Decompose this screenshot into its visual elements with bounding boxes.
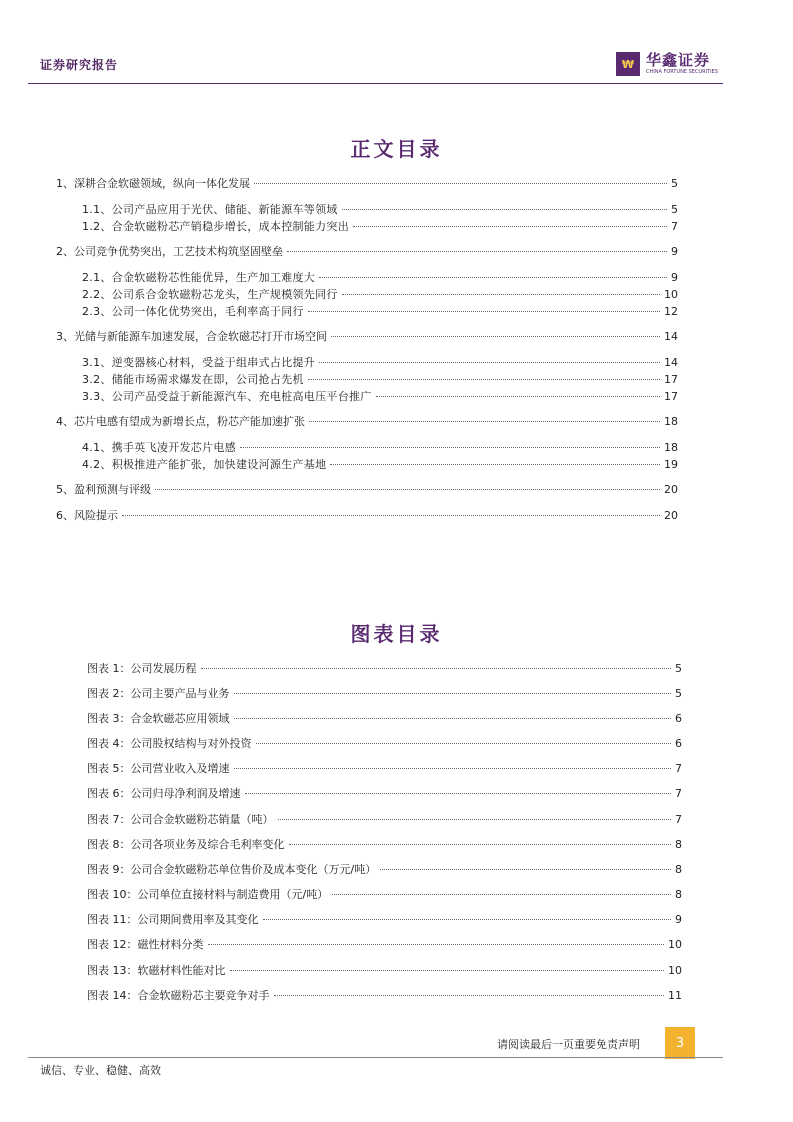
toc-entry[interactable]: 5、盈利预测与评级 20	[56, 483, 678, 496]
figure-entry[interactable]: 图表 14：合金软磁粉芯主要竞争对手 11	[87, 989, 682, 1002]
company-logo	[616, 50, 718, 78]
figure-entry[interactable]: 图表 1：公司发展历程 5	[87, 662, 682, 675]
figure-entry[interactable]: 图表 6：公司归母净利润及增速 7	[87, 787, 682, 800]
figure-entry[interactable]: 图表 9：公司合金软磁粉芯单位售价及成本变化（万元/吨） 8	[87, 863, 682, 876]
toc-entry[interactable]: 4、芯片电感有望成为新增长点，粉芯产能加速扩张 18	[56, 415, 678, 428]
figure-list-title: 图表目录	[350, 622, 443, 646]
toc-title: 正文目录	[350, 137, 443, 161]
figure-entry[interactable]: 图表 11：公司期间费用率及其变化 9	[87, 913, 682, 926]
footer-divider	[28, 1057, 723, 1058]
figure-entry[interactable]: 图表 2：公司主要产品与业务 5	[87, 687, 682, 700]
toc-entry[interactable]: 2.3、公司一体化优势突出，毛利率高于同行 12	[82, 305, 678, 318]
figure-entry[interactable]: 图表 3：合金软磁芯应用领域 6	[87, 712, 682, 725]
toc-entry[interactable]: 1.2、合金软磁粉芯产销稳步增长，成本控制能力突出 7	[82, 220, 678, 233]
toc-entry[interactable]: 3.1、逆变器核心材料，受益于组串式占比提升 14	[82, 356, 678, 369]
figure-entry[interactable]: 图表 12：磁性材料分类 10	[87, 938, 682, 951]
figure-entry[interactable]: 图表 13：软磁材料性能对比 10	[87, 964, 682, 977]
figure-entry[interactable]: 图表 7：公司合金软磁粉芯销量（吨） 7	[87, 813, 682, 826]
figure-entry[interactable]: 图表 8：公司各项业务及综合毛利率变化 8	[87, 838, 682, 851]
logo-english-name: CHINA FORTUNE SECURITIES	[646, 69, 718, 75]
toc-entry[interactable]: 4.2、积极推进产能扩张，加快建设河源生产基地 19	[82, 458, 678, 471]
logo-mark-icon: ₩	[616, 52, 640, 76]
page-number-badge: 3	[665, 1027, 695, 1059]
logo-chinese-name: 华鑫证券	[646, 51, 711, 69]
company-motto: 诚信、专业、稳健、高效	[40, 1064, 161, 1077]
toc-entry[interactable]: 2、公司竞争优势突出，工艺技术构筑坚固壁垒 9	[56, 245, 678, 258]
figure-entry[interactable]: 图表 4：公司股权结构与对外投资 6	[87, 737, 682, 750]
toc-entry[interactable]: 4.1、携手英飞凌开发芯片电感 18	[82, 441, 678, 454]
toc-entry[interactable]: 3.3、公司产品受益于新能源汽车、充电桩高电压平台推广 17	[82, 390, 678, 403]
toc-entry[interactable]: 1.1、公司产品应用于光伏、储能、新能源车等领域 5	[82, 203, 678, 216]
disclaimer-note: 请阅读最后一页重要免责声明	[497, 1038, 640, 1051]
toc-entry[interactable]: 3.2、储能市场需求爆发在即，公司抢占先机 17	[82, 373, 678, 386]
toc-entry[interactable]: 3、光储与新能源车加速发展，合金软磁芯打开市场空间 14	[56, 330, 678, 343]
figure-entry[interactable]: 图表 5：公司营业收入及增速 7	[87, 762, 682, 775]
toc-entry[interactable]: 6、风险提示 20	[56, 509, 678, 522]
figure-entry[interactable]: 图表 10：公司单位直接材料与制造费用（元/吨） 8	[87, 888, 682, 901]
toc-entry[interactable]: 1、深耕合金软磁领域，纵向一体化发展 5	[56, 177, 678, 190]
report-type-label: 证券研究报告	[40, 58, 119, 72]
toc-entry[interactable]: 2.2、公司系合金软磁粉芯龙头，生产规模领先同行 10	[82, 288, 678, 301]
header-divider	[28, 83, 723, 84]
toc-entry[interactable]: 2.1、合金软磁粉芯性能优异，生产加工难度大 9	[82, 271, 678, 284]
